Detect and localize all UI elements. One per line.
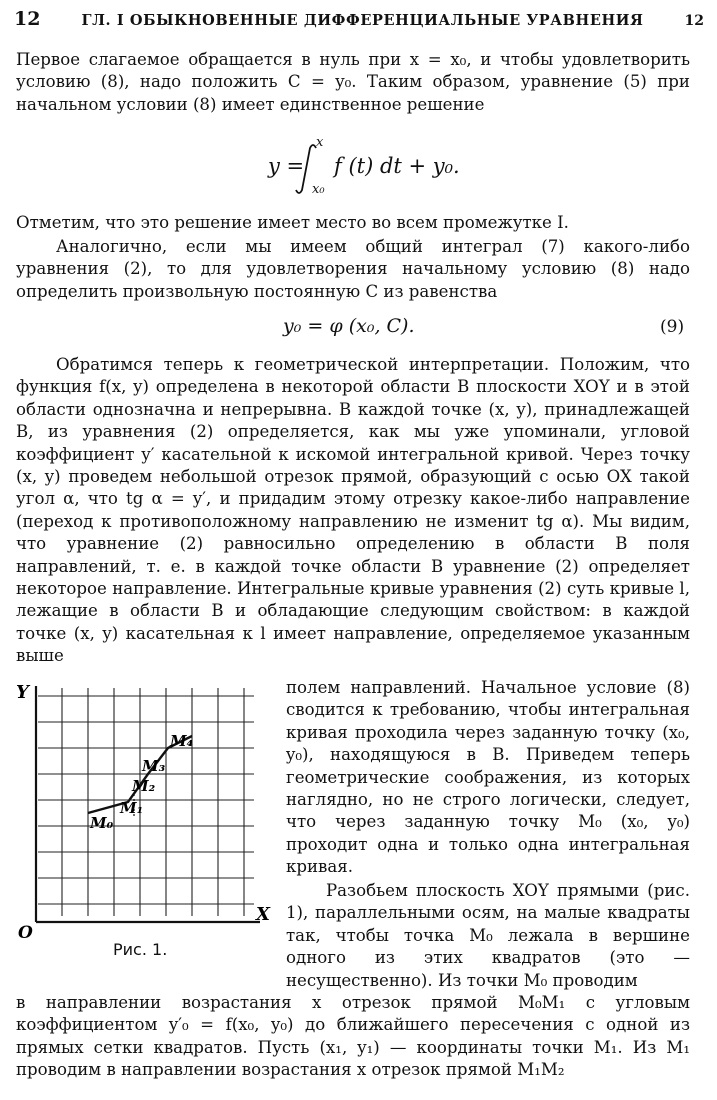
paragraph-2: Отметим, что это решение имеет место во всем промежутке I.	[16, 213, 569, 232]
paragraph-1: Первое слагаемое обращается в нуль при x = x₀, и чтобы удовлетворить условию (8), надо положить C = y₀. Таким образом, уравнение (5) при начальном условии (8) имеет единственное решение	[16, 50, 690, 114]
equation-number: (9)	[660, 317, 685, 337]
figure-direction-field	[8, 678, 276, 980]
point-label-m4: M₄	[170, 732, 194, 750]
running-title: ГЛ. I ОБЫКНОВЕННЫЕ ДИФФЕРЕНЦИАЛЬНЫЕ УРАВНЕНИЯ	[81, 12, 644, 29]
formula-integral-solution	[268, 135, 468, 200]
paragraph-7: в направлении возрастания x отрезок прямой M₀M₁ с угловым коэффициентом y′₀ = f(x₀, y₀) до ближайшего пересечения с одной из прямых сетки квадратов. Пусть (x₁, y₁) — координаты точки M₁. Из M₁ проводим в направлении возрастания x отрезок прямой M₁M₂	[16, 993, 690, 1080]
integral-upper-limit: x	[316, 135, 324, 150]
figure-grid	[38, 688, 254, 916]
figure-caption: Рис. 1.	[113, 940, 168, 959]
point-label-m1: M₁	[120, 799, 144, 817]
y-axis-label: Y	[16, 682, 29, 703]
corner-mark: 12	[684, 13, 704, 29]
point-label-m3: M₃	[142, 757, 166, 775]
paragraph-4: Обратимся теперь к геометрической интерпретации. Положим, что функция f(x, y) определена в некоторой области B плоскости XOY и в этой области однозначна и непрерывна. В каждой точке (x, y), принадлежащей B, из уравнения (2) определяется, как мы уже упоминали, угловой коэффициент y′ касательной к искомой интегральной кривой. Через точку (x, y) проведем небольшой отрезок прямой, образующий с осью OX такой угол α, что tg α = y′, и придадим этому отрезку какое-либо направление (переход к противоположному направлению не изменит tg α). Мы видим, что уравнение (2) равносильно определению в области B поля направлений, т. е. в каждой точке области B уравнение (2) определяет некоторое направление. Интегральные кривые уравнения (2) суть кривые l, лежащие в области B и обладающие следующим свойством: в каждой точке (x, y) касательная к l имеет направление, определяемое указанным выше	[16, 355, 690, 666]
origin-label: O	[18, 923, 33, 943]
point-label-m0: M₀	[90, 814, 114, 832]
x-axis-label: X	[256, 904, 270, 925]
running-header	[14, 8, 704, 32]
paragraph-6: Разобьем плоскость XOY прямыми (рис. 1), параллельными осям, на малые квадраты так, чтобы точка M₀ лежала в вершине одного из этих квадратов (это — несущественно). Из точки M₀ проводим	[286, 881, 690, 990]
formula-9: y₀ = φ (x₀, C).	[283, 315, 415, 337]
formula-integrand: f (t) dt + y₀.	[334, 154, 460, 178]
point-label-m2: M₂	[132, 777, 156, 795]
page-number: 12	[14, 8, 41, 30]
integral-lower-limit: x₀	[312, 182, 325, 197]
paragraph-5: полем направлений. Начальное условие (8) сводится к требованию, чтобы интегральная кривая проходила через заданную точку (x₀, y₀), находящуюся в B. Приведем теперь геометрические соображения, из которых наглядно, но не строго логически, следует, что через заданную точку M₀ (x₀, y₀) проходит одна и только одна интегральная кривая.	[286, 678, 690, 877]
paragraph-3: Аналогично, если мы имеем общий интеграл (7) какого-либо уравнения (2), то для удовлетворения начальному условию (8) надо определить произвольную постоянную C из равенства	[16, 237, 690, 301]
formula-lhs: y =	[268, 154, 305, 178]
